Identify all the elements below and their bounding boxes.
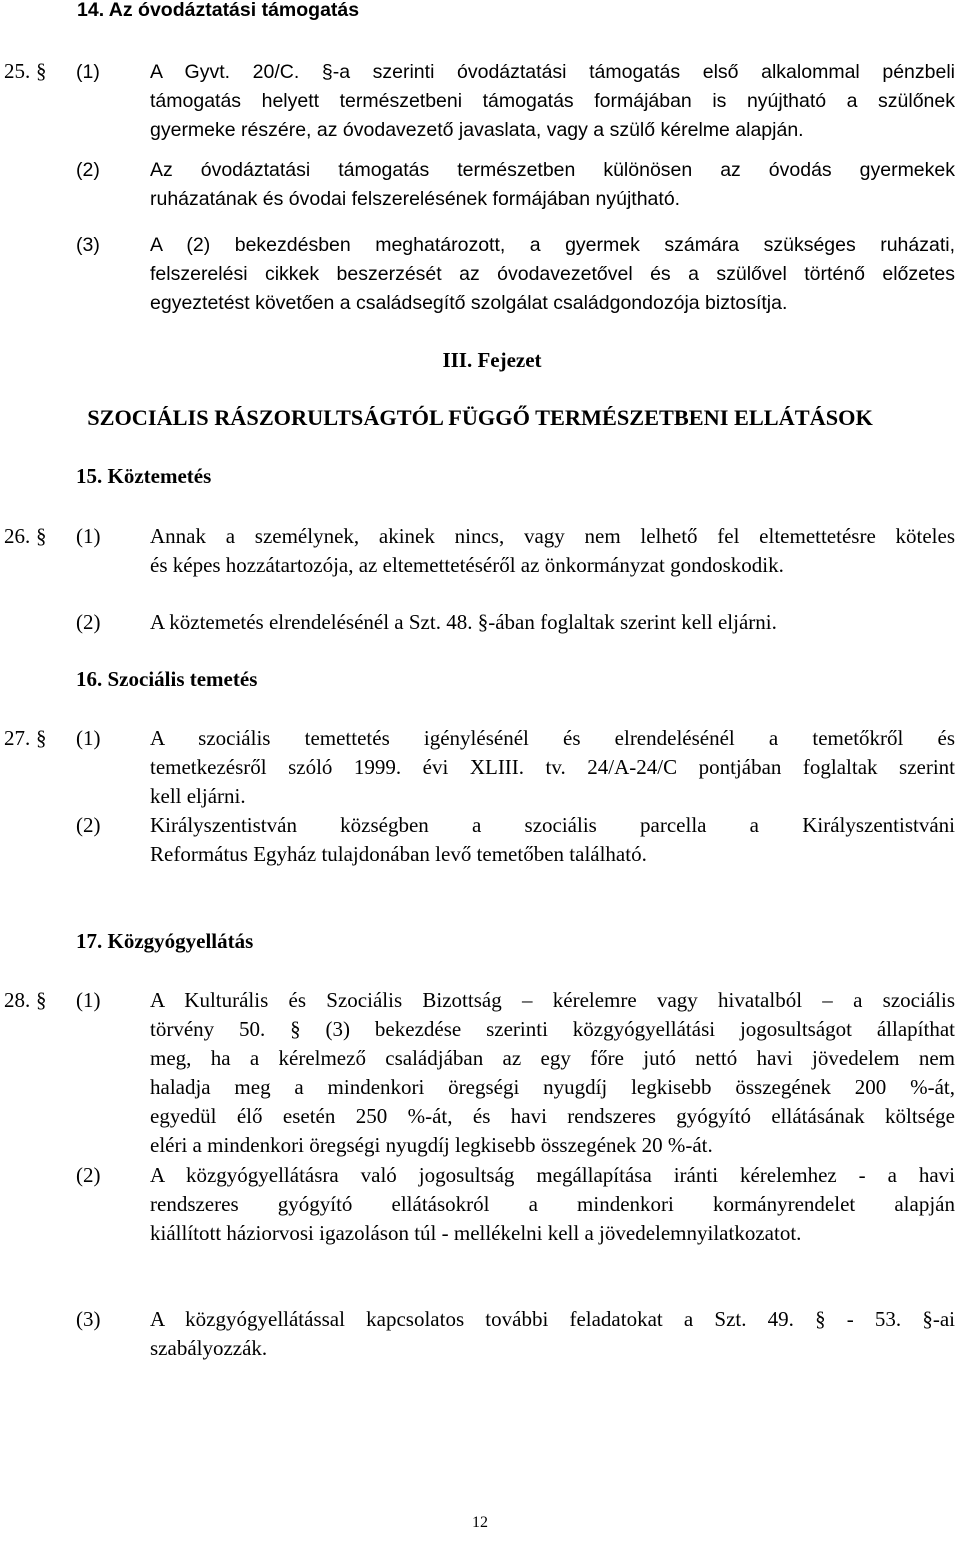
paragraph-26-1 xyxy=(150,522,955,580)
text-line: Református Egyház tulajdonában levő temetőben található. xyxy=(150,842,647,866)
section-heading-16: 16. Szociális temetés xyxy=(76,667,258,691)
section-heading-15: 15. Köztemetés xyxy=(76,464,212,488)
paragraph-28-3 xyxy=(150,1305,955,1363)
chapter-number: III. Fejezet xyxy=(442,348,542,372)
text-line: törvény 50. § (3) bekezdése szerinti közgyógyellátási jogosultságot állapíthat xyxy=(150,1017,955,1041)
text-line: egyeztetést követően a családsegítő szolgálat családgondozója biztosítja. xyxy=(150,292,788,314)
text-line: kell eljárni. xyxy=(150,784,246,808)
text-line: A köztemetés elrendelésénél a Szt. 48. §-ában foglaltak szerint kell eljárni. xyxy=(150,610,777,634)
text-line: A szociális temettetés igénylésénél és elrendelésénél a temetőkről és xyxy=(150,726,955,750)
page-number: 12 xyxy=(472,1514,488,1531)
text-line: A Gyvt. 20/C. §-a szerinti óvodáztatási támogatás első alkalommal pénzbeli xyxy=(150,61,955,83)
paragraph-28-2 xyxy=(150,1161,955,1248)
paragraph-label: (2) xyxy=(76,1163,101,1187)
paragraph-25-1 xyxy=(150,58,955,145)
paragraph-25-2 xyxy=(150,156,955,214)
section-sign: § xyxy=(36,59,47,83)
section-sign: § xyxy=(36,524,47,548)
chapter-title: SZOCIÁLIS RÁSZORULTSÁGTÓL FÜGGŐ TERMÉSZETBENI ELLÁTÁSOK xyxy=(87,405,873,430)
paragraph-label: (3) xyxy=(76,1307,101,1331)
paragraph-27-2 xyxy=(150,811,955,869)
text-line: felszerelési cikkek beszerzését az óvodavezetővel és a szülővel történő előzetes xyxy=(150,263,955,285)
paragraph-label: (2) xyxy=(76,610,101,634)
section-sign: § xyxy=(36,726,47,750)
paragraph-label: (2) xyxy=(76,813,101,837)
paragraph-28-1 xyxy=(150,986,955,1160)
text-line: támogatás helyett természetbeni támogatás formájában is nyújtható a szülőnek xyxy=(150,90,955,112)
text-line: haladja meg a mindenkori öregségi nyugdíj legkisebb összegének 200 %-át, xyxy=(150,1075,955,1099)
text-line: egyedül élő esetén 250 %-át, és havi rendszeres gyógyító ellátásának költsége xyxy=(150,1104,955,1128)
section-number-27: 27. xyxy=(4,726,31,750)
section-number-28: 28. xyxy=(4,988,31,1012)
paragraph-label: (1) xyxy=(76,524,101,548)
text-line: A Kulturális és Szociális Bizottság – kérelemre vagy hivatalból – a szociális xyxy=(150,988,955,1012)
text-line: A közgyógyellátásra való jogosultság megállapítása iránti kérelemhez - a havi xyxy=(150,1163,955,1187)
paragraph-label: (1) xyxy=(76,61,100,83)
section-number-26: 26. xyxy=(4,524,31,548)
section-sign: § xyxy=(36,988,47,1012)
text-line: meg, ha a kérelmező családjában az egy főre jutó nettó havi jövedelem nem xyxy=(150,1046,955,1070)
text-line: kiállított háziorvosi igazoláson túl - mellékelni kell a jövedelemnyilatkozatot. xyxy=(150,1221,802,1245)
paragraph-label: (1) xyxy=(76,726,101,750)
paragraph-27-1 xyxy=(150,724,955,811)
paragraph-label: (3) xyxy=(76,234,100,256)
paragraph-label: (2) xyxy=(76,159,100,181)
paragraph-26-2 xyxy=(150,608,955,637)
section-heading-17: 17. Közgyógyellátás xyxy=(76,929,254,953)
section-number-25: 25. xyxy=(4,59,31,83)
text-line: szabályozzák. xyxy=(150,1336,268,1360)
paragraph-25-3 xyxy=(150,231,955,318)
text-line: Királyszentistván községben a szociális parcella a Királyszentistváni xyxy=(150,813,955,837)
text-line: temetkezésről szóló 1999. évi XLIII. tv. 24/A-24/C pontjában foglaltak szerint xyxy=(150,755,955,779)
paragraph-label: (1) xyxy=(76,988,101,1012)
section-heading-14: 14. Az óvodáztatási támogatás xyxy=(77,0,360,21)
text-line: Az óvodáztatási támogatás természetben különösen az óvodás gyermekek xyxy=(150,159,955,181)
text-line: eléri a mindenkori öregségi nyugdíj legkisebb összegének 20 %-át. xyxy=(150,1133,713,1157)
text-line: és képes hozzátartozója, az eltemettetéséről az önkormányzat gondoskodik. xyxy=(150,553,784,577)
text-line: rendszeres gyógyító ellátásokról a mindenkori kormányrendelet alapján xyxy=(150,1192,955,1216)
text-line: A (2) bekezdésben meghatározott, a gyermek számára szükséges ruházati, xyxy=(150,234,955,256)
text-line: A közgyógyellátással kapcsolatos további feladatokat a Szt. 49. § - 53. §-ai xyxy=(150,1307,955,1331)
text-line: Annak a személynek, akinek nincs, vagy nem lelhető fel eltemettetésre köteles xyxy=(150,524,955,548)
text-line: ruházatának és óvodai felszerelésének formájában nyújtható. xyxy=(150,188,681,210)
text-line: gyermeke részére, az óvodavezető javaslata, vagy a szülő kérelme alapján. xyxy=(150,119,804,141)
